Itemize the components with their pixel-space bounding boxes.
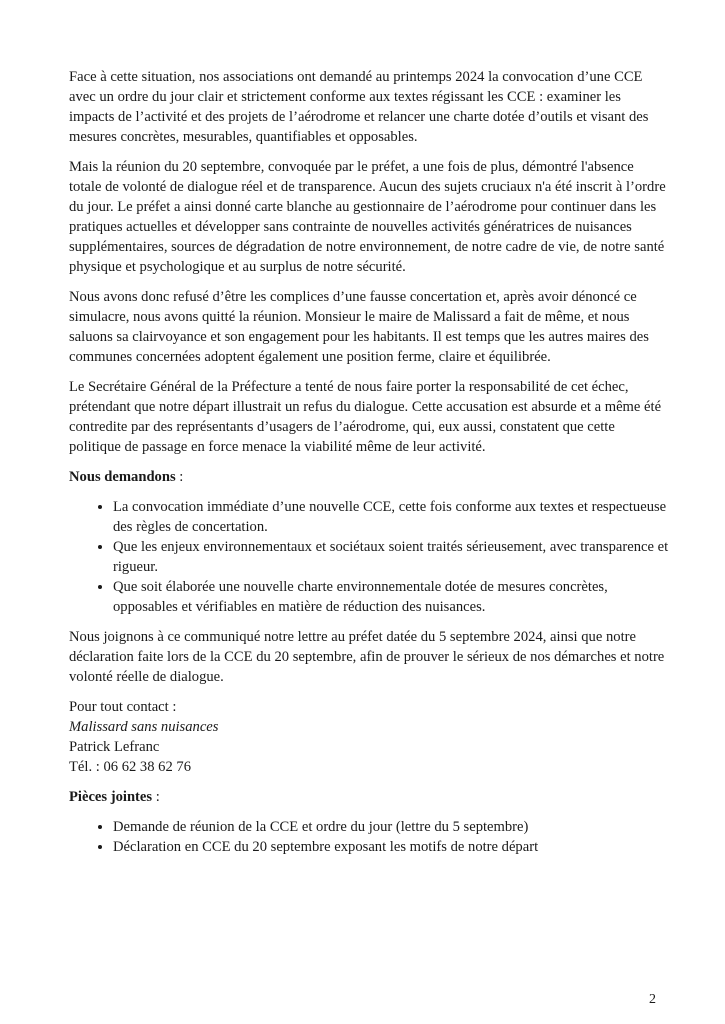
paragraph-situation: Face à cette situation, nos associations ont demandé au printemps 2024 la convocation d’une CCE avec un ordre du jour clair et strictement conforme aux textes régissant les CCE : examiner les impacts de l’activité et des projets de l’aérodrome et relancer une charte dotée d’outils et visant des mesures concrètes, mesurables, quantifiables et opposables.	[69, 69, 649, 145]
paragraph-prefecture: Le Secrétaire Général de la Préfecture a tenté de nous faire porter la responsabilité de cet échec, prétendant que notre départ illustrait un refus du dialogue. Cette accusation est absurde et a même été contredite par des représentants d’usagers de l’aérodrome, qui, eux aussi, constatent que cette politique de passage en force menace la viabilité même de leur activité.	[69, 379, 662, 455]
attachments-heading: Pièces jointes	[69, 789, 153, 805]
list-item: • La convocation immédiate d’une nouvelle CCE, cette fois conforme aux textes et respectueuse des règles de concertation.	[113, 497, 669, 537]
contact-name: Patrick Lefranc	[69, 739, 160, 755]
attachments-colon: :	[152, 789, 160, 805]
contact-label: Pour tout contact :	[69, 699, 177, 715]
demands-heading: Nous demandons	[69, 469, 176, 485]
demands-list	[69, 497, 669, 617]
contact-organization: Malissard sans nuisances	[69, 719, 219, 735]
list-item: • Déclaration en CCE du 20 septembre exposant les motifs de notre départ	[113, 837, 669, 857]
document-page	[69, 67, 669, 867]
page-number: 2	[649, 992, 656, 1007]
list-item: • Que soit élaborée une nouvelle charte environnementale dotée de mesures concrètes, opposables et vérifiables en matière de réduction des nuisances.	[113, 577, 669, 617]
demands-heading-line	[69, 467, 669, 487]
attachments-heading-line	[69, 787, 669, 807]
paragraph-closing: Nous joignons à ce communiqué notre lettre au préfet datée du 5 septembre 2024, ainsi que notre déclaration faite lors de la CCE du 20 septembre, afin de prouver le sérieux de nos démarches et notre volonté réelle de dialogue.	[69, 629, 665, 685]
attachments-list	[69, 817, 669, 857]
list-item: • Que les enjeux environnementaux et sociétaux soient traités sérieusement, avec transparence et rigueur.	[113, 537, 669, 577]
contact-block	[69, 697, 669, 777]
demands-colon: :	[175, 469, 184, 485]
contact-phone: Tél. : 06 62 38 62 76	[69, 759, 192, 775]
paragraph-refusal: Nous avons donc refusé d’être les complices d’une fausse concertation et, après avoir dénoncé ce simulacre, nous avons quitté la réunion. Monsieur le maire de Malissard a fait de même, et nous saluons sa clairvoyance et son engagement pour les habitants. Il est temps que les autres maires des communes concernées adoptent également une position ferme, claire et équilibrée.	[69, 289, 649, 365]
list-item: • Demande de réunion de la CCE et ordre du jour (lettre du 5 septembre)	[113, 817, 669, 837]
paragraph-meeting: Mais la réunion du 20 septembre, convoquée par le préfet, a une fois de plus, démontré l'absence totale de volonté de dialogue réel et de transparence. Aucun des sujets cruciaux n'a été inscrit à l’ordre du jour. Le préfet a ainsi donné carte blanche au gestionnaire de l’aérodrome pour continuer dans les pratiques actuelles et développer sans contrainte de nouvelles activités génératrices de nuisances supplémentaires, sources de dégradation de notre environnement, de notre cadre de vie, de notre santé physique et psychologique et au surplus de notre sécurité.	[69, 159, 666, 275]
